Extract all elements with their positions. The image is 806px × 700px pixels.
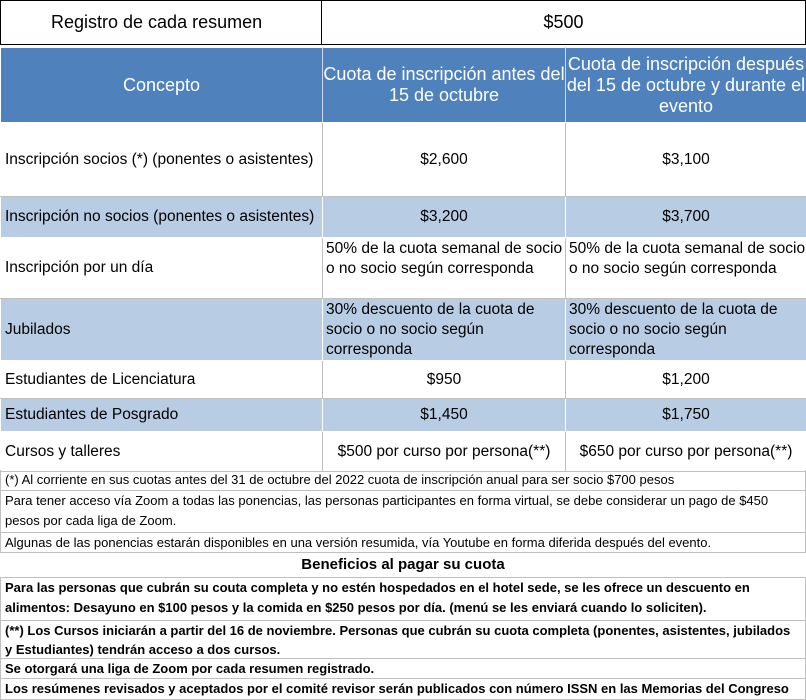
row-fee-before: $3,200	[323, 197, 566, 238]
row-fee-after: $650 por curso por persona(**)	[566, 432, 806, 472]
row-fee-after: $1,200	[566, 361, 806, 399]
benefits-title: Beneficios al pagar su cuota	[0, 553, 806, 578]
table-row	[1, 299, 806, 361]
row-concept: Estudiantes de Licenciatura	[1, 361, 323, 399]
row-concept: Inscripción socios (*) (ponentes o asistentes)	[1, 123, 323, 197]
table-row	[1, 123, 806, 197]
column-header-concept: Concepto	[1, 48, 323, 123]
row-fee-before: $1,450	[323, 399, 566, 432]
note-zoom-access: Para tener acceso vía Zoom a todas las ponencias, las personas participantes en forma virtual, se debe considerar un pago de $450 pesos por cada liga de Zoom.	[0, 491, 806, 533]
row-fee-before: $500 por curso por persona(**)	[323, 432, 566, 472]
row-fee-before: 50% de la cuota semanal de socio o no socio según corresponda	[323, 238, 566, 299]
column-header-before: Cuota de inscripción antes del 15 de octubre	[323, 48, 566, 123]
benefit-courses: (**) Los Cursos iniciarán a partir del 16 de noviembre. Personas que cubrán su cuota completa (ponentes, asistentes, jubilados y Estudiantes) tendrán acceso a dos cursos.	[0, 621, 806, 659]
row-fee-after: $1,750	[566, 399, 806, 432]
benefit-meal-discount: Para las personas que cubrán su couta completa y no estén hospedados en el hotel sede, se les ofrece un descuento en alimentos: Desayuno en $100 pesos y la comida en $250 pesos por día. (menú se les enviará cuando lo soliciten).	[0, 577, 806, 621]
row-concept: Cursos y talleres	[1, 432, 323, 472]
note-membership: (*) Al corriente en sus cuotas antes del 31 de octubre del 2022 cuota de inscripción anual para ser socio $700 pesos	[0, 470, 806, 491]
benefit-issn-publication: Los resúmenes revisados y aceptados por el comité revisor serán publicados con número ISSN en las Memorias del Congreso	[0, 679, 806, 700]
summary-fee-bar	[0, 0, 806, 46]
table-row	[1, 238, 806, 299]
row-fee-before: $950	[323, 361, 566, 399]
note-youtube: Algunas de las ponencias estarán disponibles en una versión resumida, vía Youtube en forma diferida después del evento.	[0, 533, 806, 553]
table-row	[1, 432, 806, 472]
table-row	[1, 399, 806, 432]
row-concept: Jubilados	[1, 299, 323, 361]
summary-fee-label: Registro de cada resumen	[0, 0, 322, 45]
row-fee-after: $3,700	[566, 197, 806, 238]
column-header-after: Cuota de inscripción después del 15 de octubre y durante el evento	[566, 48, 806, 123]
row-fee-before: 30% descuento de la cuota de socio o no socio según corresponda	[323, 299, 566, 361]
table-row	[1, 197, 806, 238]
summary-fee-value: $500	[322, 0, 806, 45]
benefit-zoom-link: Se otorgará una liga de Zoom por cada resumen registrado.	[0, 659, 806, 679]
row-concept: Estudiantes de Posgrado	[1, 399, 323, 432]
row-fee-after: 30% descuento de la cuota de socio o no socio según corresponda	[566, 299, 806, 361]
fees-table-header	[1, 48, 806, 123]
row-fee-after: 50% de la cuota semanal de socio o no socio según corresponda	[566, 238, 806, 299]
row-concept: Inscripción por un día	[1, 238, 323, 299]
fees-table	[0, 47, 806, 472]
table-row	[1, 361, 806, 399]
row-concept: Inscripción no socios (ponentes o asistentes)	[1, 197, 323, 238]
row-fee-before: $2,600	[323, 123, 566, 197]
row-fee-after: $3,100	[566, 123, 806, 197]
